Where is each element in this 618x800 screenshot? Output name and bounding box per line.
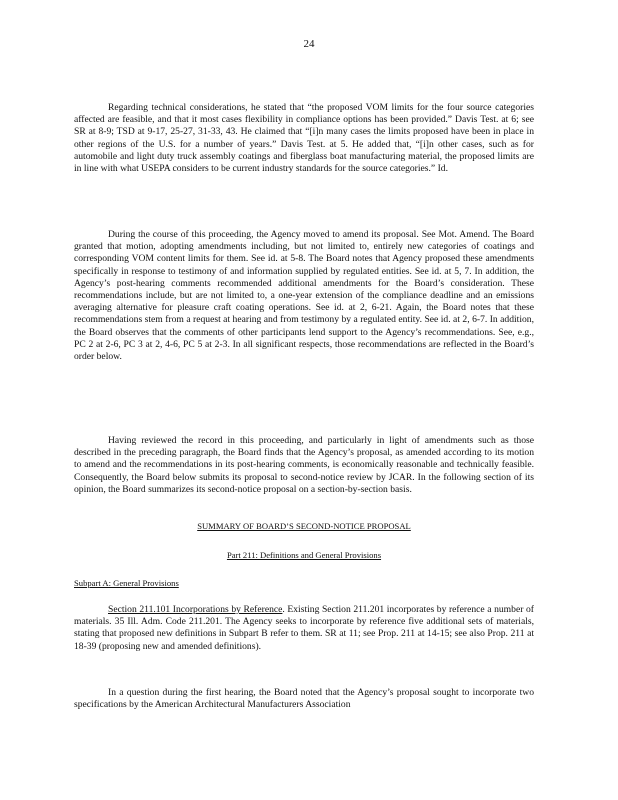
part-heading: Part 211: Definitions and General Provisions — [226, 550, 382, 560]
section-title: Section 211.101 Incorporations by Reference — [108, 604, 283, 615]
paragraph-text: Having reviewed the record in this proceeding, and particularly in light of amendments such as those described in the preceding paragraph, the Board finds that the Agency’s proposal, as amended according to its motion to amend and the recommendations in its post-hearing comments, is economically reasonable and technically feasible. Consequently, the Board below submits its proposal to second-notice review by JCAR. In the following section of its opinion, the Board summarizes its second-notice proposal on a section-by-section basis. — [74, 435, 534, 495]
summary-heading: SUMMARY OF BOARD’S SECOND-NOTICE PROPOSAL — [197, 521, 411, 531]
subpart-heading: Subpart A: General Provisions — [74, 578, 179, 588]
paragraph-section-211-101 — [74, 604, 534, 653]
page-number: 24 — [303, 38, 315, 50]
paragraph-agency-amendments — [74, 229, 534, 363]
section-text: . Existing Section 211.201 incorporates by reference a number of materials. 35 Ill. Adm. Code 211.201. The Agency seeks to incorporate by reference five additional sets of materials, stating that proposed new definitions in Subpart B refer to them. SR at 11; see Prop. 211 at 14-15; see also Prop. 211 at 18-39 (proposing new and amended definitions). — [74, 604, 534, 652]
paragraph-text: During the course of this proceeding, the Agency moved to amend its proposal. See Mot. Amend. The Board granted that motion, adopting amendments including, but not limited to, entirely new categories of coatings and corresponding VOM content limits for them. See id. at 5-8. The Board notes that Agency proposed these amendments specifically in response to testimony of and information supplied by regulated entities. See id. at 5, 7. In addition, the Agency’s post-hearing comments recommended additional amendments for the Board’s consideration. These recommendations include, but are not limited to, a one-year extension of the compliance deadline and an emissions averaging alternative for pleasure craft coating operations. See id. at 2, 6-21. Again, the Board notes that these recommendations stem from a request at hearing and from testimony by a regulated entity. See id. at 2, 6-7. In addition, the Board observes that the comments of other participants lend support to the Agency’s recommendations. See, e.g., PC 2 at 2-6, PC 3 at 2, 4-6, PC 5 at 2-3. In all significant respects, those recommendations are reflected in the Board’s order below. — [74, 229, 534, 363]
paragraph-technical-considerations — [74, 102, 534, 175]
paragraph-text: Regarding technical considerations, he stated that “the proposed VOM limits for the four source categories affected are feasible, and that it most cases flexibility in compliance options has been provided.” Davis Test. at 6; see SR at 8-9; TSD at 9-17, 25-27, 31-33, 43. He claimed that “[i]n many cases the limits proposed have been in place in other regions of the U.S. for a number of years.” Davis Test. at 5. He added that, “[i]n other cases, such as for automobile and light duty truck assembly coatings and fiberglass boat manufacturing material, the proposed limits are in line with what USEPA considers to be current industry standards for the source categories.” Id. — [74, 102, 534, 175]
paragraph-board-finding — [74, 435, 534, 496]
paragraph-hearing-question — [74, 687, 534, 711]
paragraph-text: In a question during the first hearing, the Board noted that the Agency’s proposal sought to incorporate two specifications by the American Architectural Manufacturers Association — [74, 687, 534, 711]
